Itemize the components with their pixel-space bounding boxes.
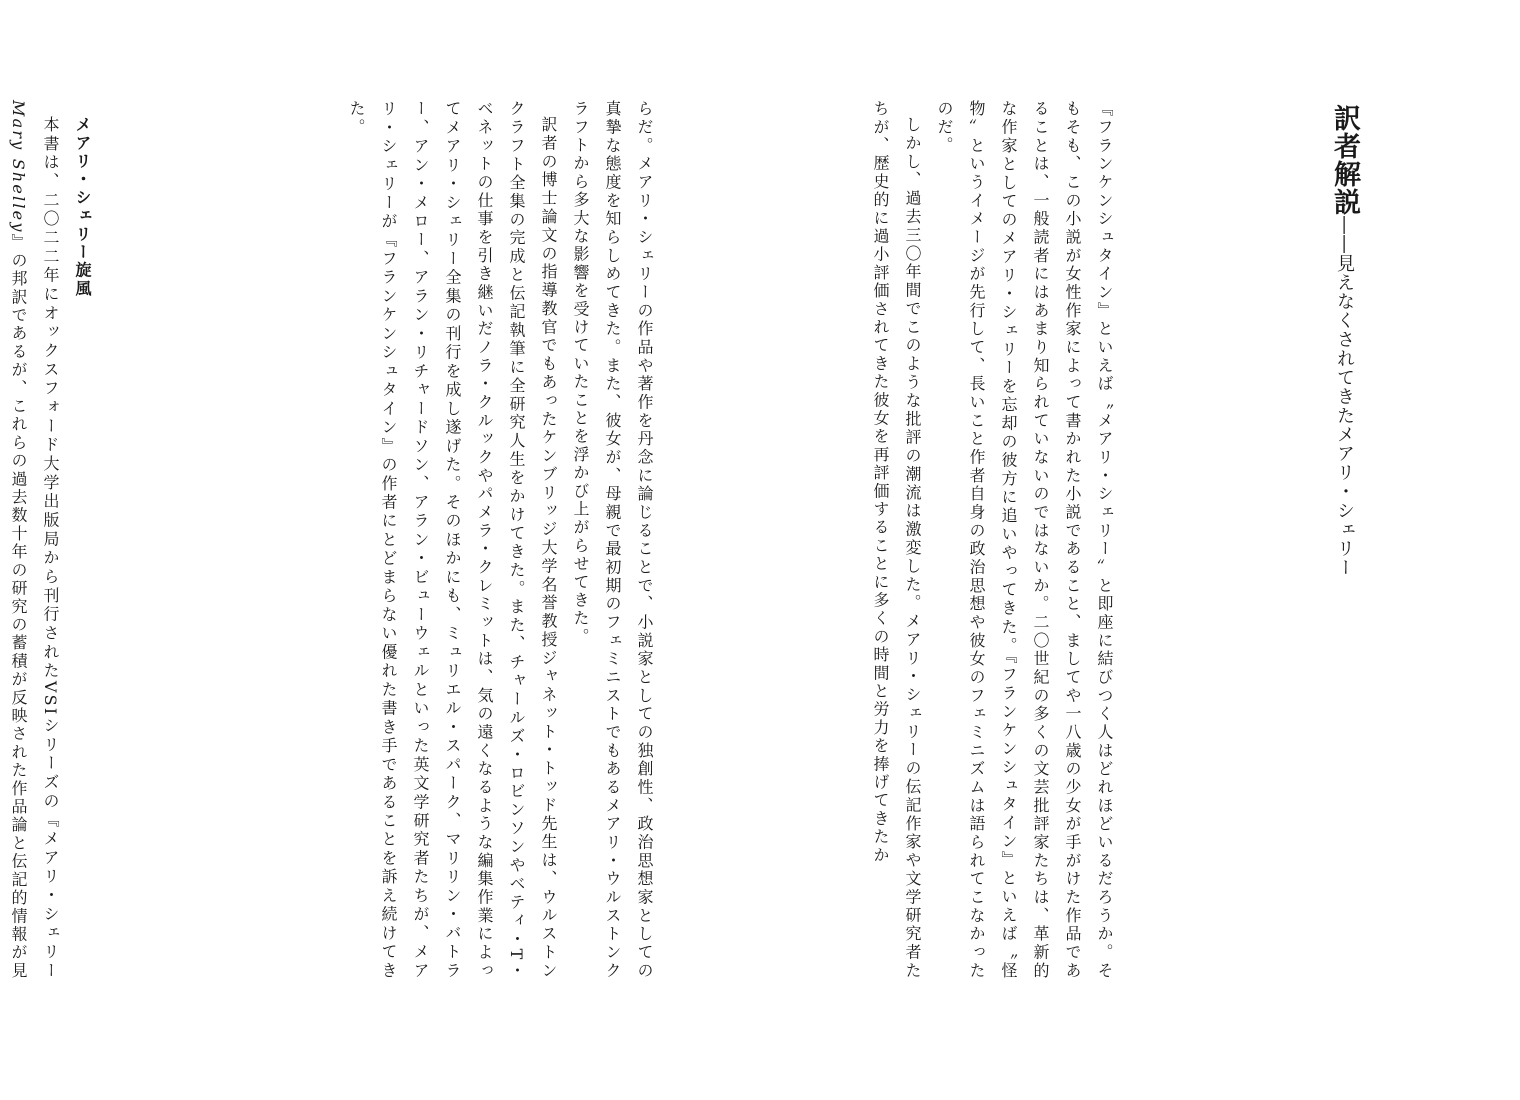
paragraph: らだ。メアリ・シェリーの作品や著作を丹念に論じることで、小説家としての独創性、政治思想家としての真摯な態度を知らしめてきた。また、彼女が、母親で最初期のフェミニストでもあるメアリ・ウルストンクラフトから多大な影響を受けていたことを浮かび上がらせてきた。	[571, 100, 654, 980]
chapter-subtitle: 見えなくされてきたメアリ・シェリー	[1334, 254, 1355, 577]
heading-dash: ――	[1334, 216, 1355, 254]
paragraph: 『フランケンシュタイン』といえば〝メアリ・シェリー〟と即座に結びつく人はどれほどいるだろうか。そもそも、この小説が女性作家によって書かれた小説であること、ましてや一八歳の少女が手がけた作品であることは、一般読者にはあまり知られていないのではないか。二〇世紀の多くの文芸批評家たちは、革新的な作家としてのメアリ・シェリーを忘却の彼方に追いやってきた。『フランケンシュタイン』といえば〝怪物〟というイメージが先行して、長いこと作者自身の政治思想や彼女のフェミニズムは語られてこなかったのだ。	[935, 100, 1114, 980]
paragraph	[0, 100, 66, 980]
text-block-intro	[832, 100, 1120, 980]
text-run: 本書は、二〇二二年にオックスフォード大学出版局から刊行されたVSIシリーズの『メアリ・シェリー	[41, 116, 60, 980]
paragraph: しかし、過去三〇年間でこのような批評の潮流は激変した。メアリ・シェリーの伝記作家や文学研究者たちが、歴史的に過小評価されてきた彼女を再評価することに多くの時間と労力を捧げてきたか	[871, 100, 922, 980]
text-block-scholarship	[340, 100, 660, 980]
chapter-heading	[1325, 104, 1364, 984]
text-run: 』の邦訳であるが、これらの過去数十年の研究の蓄積が反映された作品論と伝記的情報が見	[9, 233, 28, 980]
section-subheading	[98, 100, 130, 980]
book-title-en: Mary Shelley	[9, 100, 28, 234]
chapter-title: 訳者解説	[1329, 104, 1360, 216]
paragraph: 訳者の博士論文の指導教官でもあったケンブリッジ大学名誉教授ジャネット・トッド先生は、ウルストンクラフト全集の完成と伝記執筆に全研究人生をかけてきた。また、チャールズ・ロビンソンやベティ・T・ベネットの仕事を引き継いだノラ・クルックやパメラ・クレミットは、気の遠くなるような編集作業によってメアリ・シェリー全集の刊行を成し遂げた。そのほかにも、ミュリエル・スパーク、マリリン・バトラー、アン・メロー、アラン・リチャードソン、アラン・ビューウェルといった英文学研究者たちが、メアリ・シェリーが『フランケンシュタイン』の作者にとどまらない優れた書き手であることを訴え続けてきた。	[347, 100, 558, 980]
text-block-section	[0, 100, 130, 980]
section-subheading-text: メアリ・シェリー旋風	[73, 116, 92, 298]
